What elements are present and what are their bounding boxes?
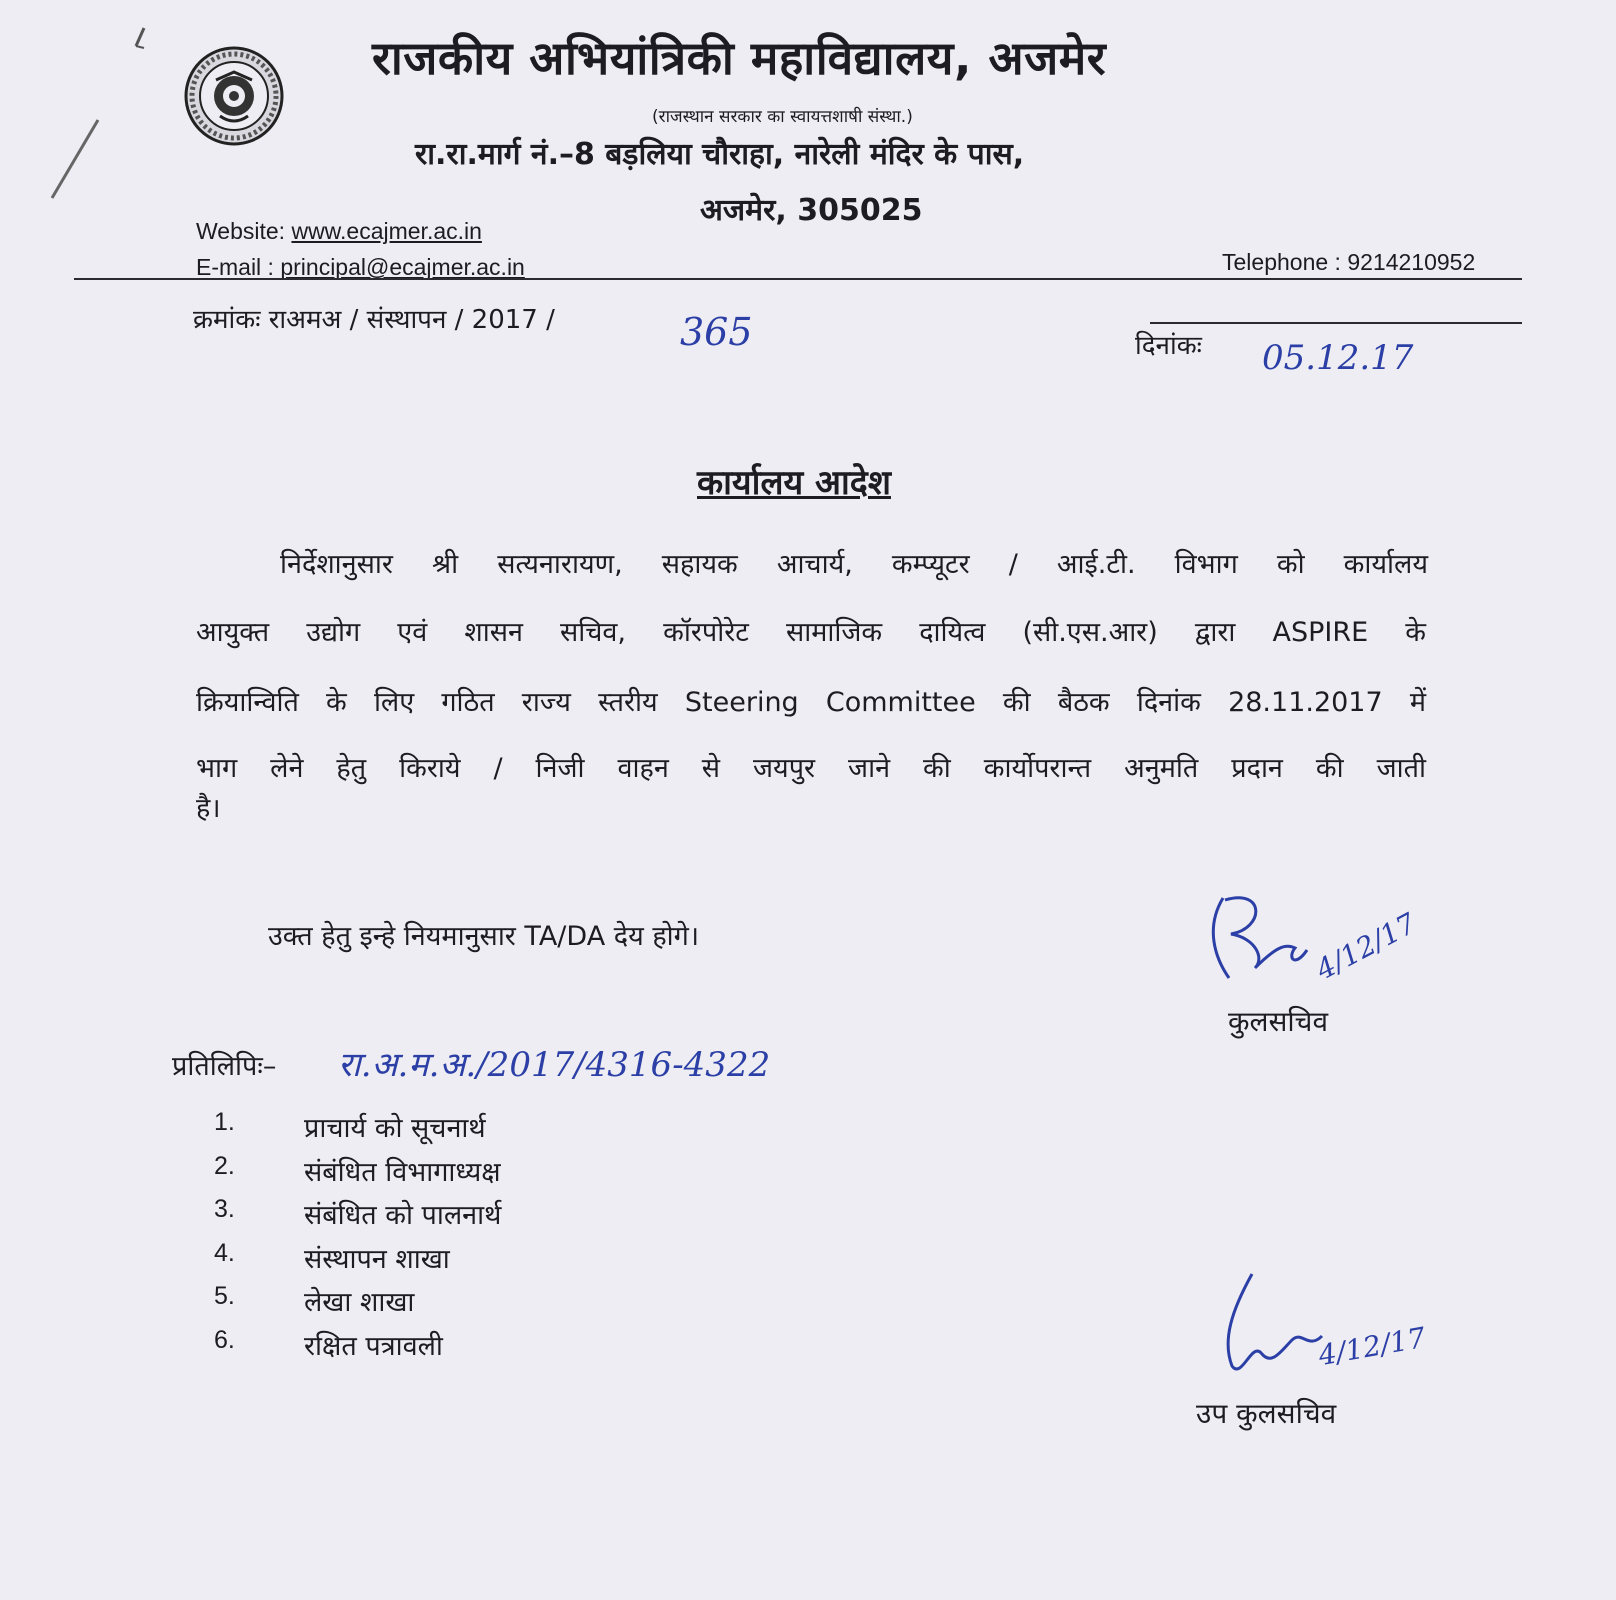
registrar-sign-date: 4/12/17 [1310, 906, 1422, 987]
tada-paragraph: उक्त हेतु इन्हे नियमानुसार TA/DA देय होगे। [268, 921, 700, 952]
list-item-number: 4. [214, 1238, 235, 1267]
paragraph-line-5: है। [196, 793, 221, 824]
reference-number-label: क्रमांकः राअमअ / संस्थापन / 2017 / [193, 305, 555, 335]
list-item-number: 1. [214, 1108, 235, 1136]
list-item-number: 3. [214, 1195, 235, 1224]
deputy-sign-date: 4/12/17 [1315, 1320, 1428, 1373]
list-item-text: संस्थापन शाखा [304, 1243, 450, 1275]
list-item-number: 5. [214, 1282, 235, 1311]
website-link[interactable]: www.ecajmer.ac.in [291, 218, 482, 244]
date-label: दिनांकः [1135, 331, 1202, 361]
registrar-title: कुलसचिव [1228, 1005, 1329, 1038]
list-item-text: रक्षित पत्रावली [304, 1330, 443, 1362]
date-handwritten: 05.12.17 [1262, 338, 1414, 378]
email-label: E-mail : [196, 254, 281, 280]
paragraph-line-3: क्रियान्विति के लिए गठित राज्य स्तरीय Steering Committee की बैठक दिनांक 28.11.2017 में [196, 687, 1426, 718]
email-link[interactable]: principal@ecajmer.ac.in [280, 254, 525, 280]
address-line-1: रा.रा.मार्ग नं.–8 बड़लिया चौराहा, नारेली मंदिर के पास, [415, 137, 1025, 172]
email-line [196, 254, 525, 281]
website-label: Website: [196, 218, 292, 244]
paragraph-line-2: आयुक्त उद्योग एवं शासन सचिव, कॉरपोरेट सामाजिक दायित्व (सी.एस.आर) द्वारा ASPIRE के [196, 617, 1426, 648]
staple-pin-mark [40, 20, 150, 200]
list-item-text: संबंधित को पालनार्थ [304, 1200, 502, 1232]
college-name: राजकीय अभियांत्रिकी महाविद्यालय, अजमेर [372, 31, 1107, 85]
address-line-2: अजमेर, 305025 [700, 193, 923, 228]
list-item-number: 6. [214, 1325, 235, 1354]
autonomous-note: (राजस्थान सरकार का स्वायत्तशाषी संस्था.) [652, 107, 913, 127]
order-heading: कार्यालय आदेश [697, 463, 891, 503]
list-item-text: लेखा शाखा [304, 1287, 415, 1319]
paragraph-line-4: भाग लेने हेतु किराये / निजी वाहन से जयपुर जाने की कार्योपरान्त अनुमति प्रदान की जाती [196, 753, 1426, 784]
copy-reference-handwritten: रा.अ.म.अ./2017/4316-4322 [338, 1045, 771, 1085]
date-divider [1150, 322, 1522, 324]
deputy-registrar-title: उप कुलसचिव [1196, 1397, 1337, 1430]
telephone: Telephone : 9214210952 [1222, 249, 1476, 275]
header-divider [74, 278, 1522, 280]
college-seal-icon [176, 46, 292, 146]
reference-number-handwritten: 365 [680, 310, 753, 354]
website-line [196, 218, 482, 245]
list-item-number: 2. [214, 1151, 235, 1180]
list-item-text: प्राचार्य को सूचनार्थ [304, 1113, 486, 1144]
copy-label: प्रतिलिपिः– [172, 1051, 277, 1082]
list-item-text: संबंधित विभागाध्यक्ष [304, 1156, 501, 1188]
paragraph-line-1: निर्देशानुसार श्री सत्यनारायण, सहायक आचार्य, कम्प्यूटर / आई.टी. विभाग को कार्यालय [280, 549, 1428, 580]
